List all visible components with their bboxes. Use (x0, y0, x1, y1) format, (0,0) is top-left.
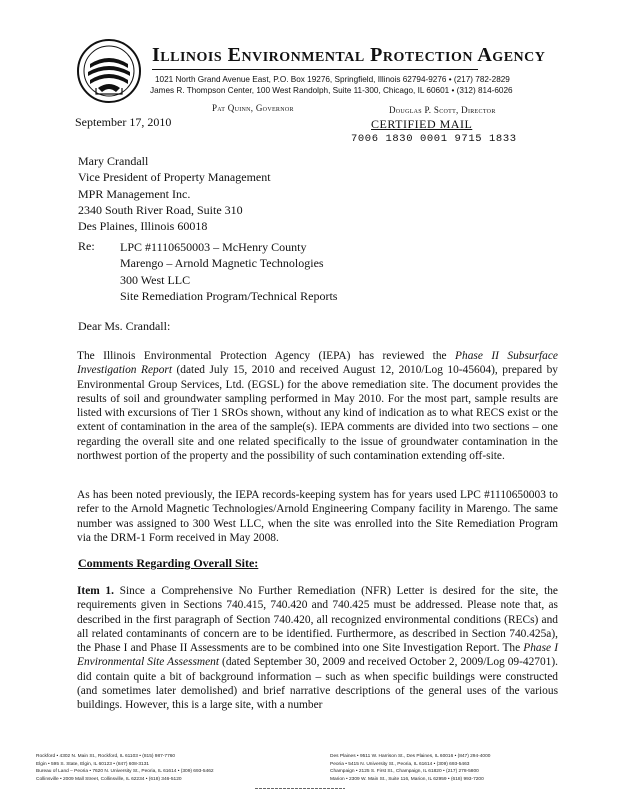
footer-office: Peoria • 5415 N. University St., Peoria, IL 61614 • (309) 693-5463 (330, 761, 470, 767)
tracking-number: 7006 1830 0001 9715 1833 (351, 133, 517, 145)
body-paragraph-3 (77, 584, 558, 713)
para1-text-end: (dated July 15, 2010 and received August 12, 2010/Log 10-45604), prepared by Environmental Group Services, Ltd. (EGSL) for the above remediation site. The document provides the results of soil and groundwater sampling performed in May 2010. For the most part, sample results are listed with excursions of Tier 1 SROs shown, without any kind of indication as to what RECS exist or the extent of contamination in the area of the sample(s). IEPA comments are divided into two sections – one regarding the overall site and one related specifically to the issue of groundwater contamination in the northwest portion of the property and the possibility of such contamination extending off-site. (77, 364, 558, 463)
footer-office: Champaign • 2125 S. First St., Champaign, IL 61820 • (217) 278-5800 (330, 769, 479, 775)
assessment-title: Phase I Environmental Site Assessment (77, 642, 558, 669)
letterhead-rule (152, 69, 478, 70)
recipient-city: Des Plaines, Illinois 60018 (78, 219, 208, 234)
re-line: LPC #1110650003 – McHenry County (120, 240, 307, 254)
iepa-logo (76, 38, 142, 104)
footer-office: Collinsville • 2009 Mall Street, Collinsville, IL 62234 • (618) 346-5120 (36, 776, 182, 782)
re-label: Re: (78, 239, 95, 253)
para3-text-start: Since a Comprehensive No Further Remediation (NFR) Letter is desired for the site, the requirements given in Sections 740.415, 740.420 and 740.425 must be addressed. Please note that, as described in the first paragraph of Section 740.420, all recognized environmental conditions (RECs) and all related contaminants of concern are to be identified. Furthermore, as described in Section 740.425a), the Phase I and Phase II Assessments are to be combined into one Site Investigation Report. The (77, 585, 558, 655)
salutation: Dear Ms. Crandall: (78, 319, 171, 333)
footer-offices-right (330, 753, 490, 783)
footer-offices-left (36, 753, 214, 783)
director-name: Douglas P. Scott, Director (389, 105, 496, 115)
letter-date: September 17, 2010 (75, 115, 172, 129)
agency-address-chicago: James R. Thompson Center, 100 West Randolph, Suite 11-300, Chicago, IL 60601 • (312) 814-6026 (150, 86, 513, 95)
certified-mail-label: CERTIFIED MAIL (371, 117, 473, 131)
recipient-company: MPR Management Inc. (78, 186, 191, 201)
re-line: Site Remediation Program/Technical Reports (120, 288, 338, 303)
agency-address-springfield: 1021 North Grand Avenue East, P.O. Box 19276, Springfield, Illinois 62794-9276 • (217) 782-2829 (155, 75, 510, 84)
recipient-name: Mary Crandall (78, 154, 149, 168)
agency-name: Illinois Environmental Protection Agency (152, 44, 546, 66)
re-subject-block (120, 239, 337, 304)
footer-office: Marion • 2309 W. Main St., Suite 116, Marion, IL 62959 • (618) 993-7200 (330, 776, 484, 782)
recipient-title: Vice President of Property Management (78, 170, 271, 185)
para3-text-end: (dated September 30, 2009 and received October 2, 2009/Log 09-42701). did contain quite a bit of background information – such as when specific buildings were constructed (and sometimes later demolished) and brief narrative descriptions of the general uses of the various buildings. However, this is a large site, with a number (77, 656, 558, 712)
governor-name: Pat Quinn, Governor (212, 103, 294, 113)
para1-text-start: The Illinois Environmental Protection Agency (IEPA) has reviewed the (77, 350, 456, 362)
item-label: Item 1. (77, 585, 114, 597)
body-paragraph-1 (77, 349, 558, 463)
report-title: Phase II Subsurface Investigation Report (77, 350, 558, 377)
printed-on-recycled-paper-mark (255, 786, 345, 791)
footer-office: Rockford • 4302 N. Main St., Rockford, IL 61103 • (815) 987-7760 (36, 754, 176, 759)
footer-office: Bureau of Land – Peoria • 7620 N. University St., Peoria, IL 61614 • (309) 693-5462 (36, 769, 214, 775)
footer-office: Des Plaines • 9511 W. Harrison St., Des Plaines, IL 60016 • (847) 294-4000 (330, 754, 491, 759)
body-paragraph-2: As has been noted previously, the IEPA records-keeping system has for years used LPC #1110650003 to refer to the Arnold Magnetic Technologies/Arnold Engineering Company facility in Marengo. The same number was assigned to 300 West LLC, when the site was enrolled into the Site Remediation Program via the DRM-1 Form received in May 2008. (77, 489, 558, 544)
re-line: Marengo – Arnold Magnetic Technologies (120, 256, 324, 271)
recipient-address-block (78, 153, 271, 234)
footer-office: Elgin • 595 S. State, Elgin, IL 60123 • (847) 608-3131 (36, 761, 150, 767)
section-heading: Comments Regarding Overall Site: (78, 556, 259, 570)
recipient-street: 2340 South River Road, Suite 310 (78, 202, 243, 217)
re-line: 300 West LLC (120, 272, 191, 287)
